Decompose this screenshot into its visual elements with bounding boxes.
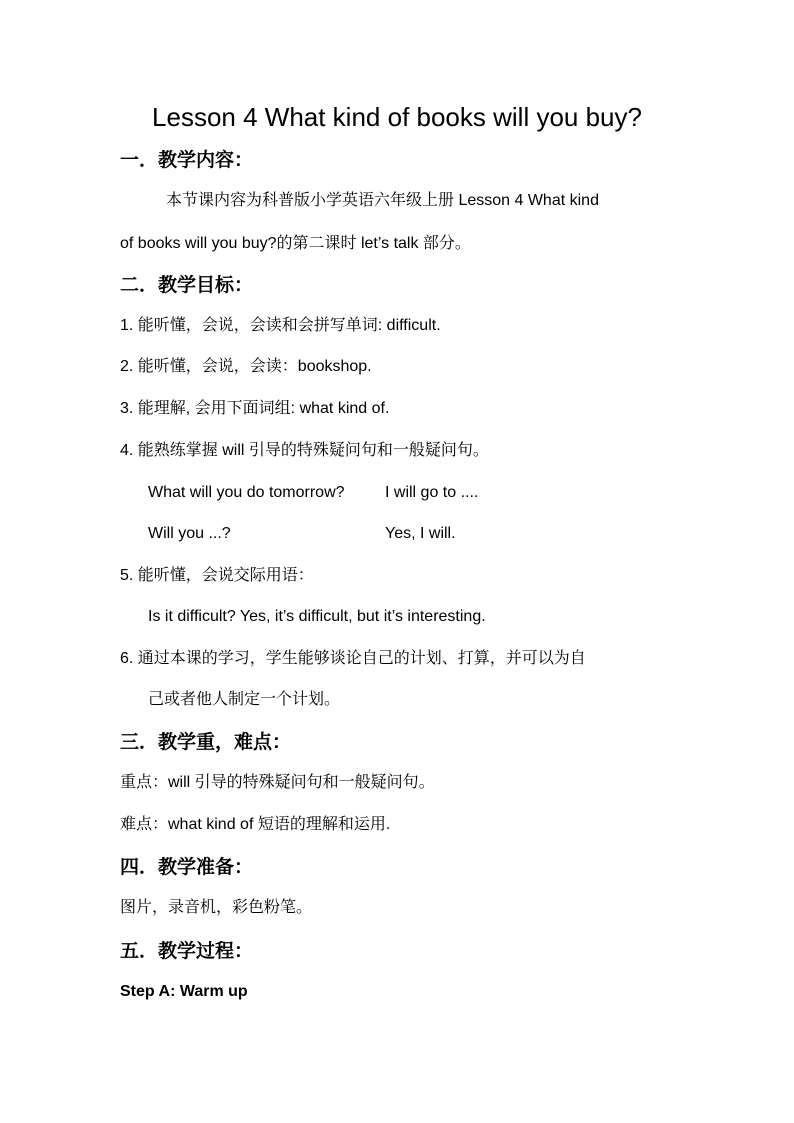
goal-5-example: Is it difficult? Yes, it’s difficult, but it’s interesting. — [148, 608, 486, 625]
goal-item-5: 5. 能听懂，会说交际用语： — [120, 567, 314, 584]
goal-item-4: 4. 能熟练掌握 will 引导的特殊疑问句和一般疑问句。 — [120, 442, 489, 459]
step-a-label: Step A: Warm up — [120, 983, 248, 1000]
content-line-1: 本节课内容为科普版小学英语六年级上册 Lesson 4 What kind — [166, 192, 599, 209]
goal-4-example-question-2: Will you ...? — [148, 525, 231, 542]
section-heading-content: 一．教学内容： — [120, 149, 254, 171]
goal-4-example-question-1: What will you do tomorrow? — [148, 484, 345, 501]
section-heading-process: 五．教学过程： — [120, 940, 254, 962]
goal-item-6-line-2: 己或者他人制定一个计划。 — [148, 691, 341, 708]
goal-item-1: 1. 能听懂，会说，会读和会拼写单词: difficult. — [120, 317, 441, 334]
goal-item-2: 2. 能听懂，会说，会读：bookshop. — [120, 358, 372, 375]
key-point: 重点：will 引导的特殊疑问句和一般疑问句。 — [120, 774, 435, 791]
goal-4-example-answer-2: Yes, I will. — [385, 525, 456, 542]
section-heading-key-points: 三．教学重，难点： — [120, 731, 292, 753]
content-line-2: of books will you buy?的第二课时 let’s talk 部分。 — [120, 235, 471, 252]
difficult-point: 难点：what kind of 短语的理解和运用. — [120, 816, 391, 833]
goal-4-example-answer-1: I will go to .... — [385, 484, 479, 501]
section-heading-goals: 二．教学目标： — [120, 274, 254, 296]
preparation-items: 图片，录音机，彩色粉笔。 — [120, 899, 313, 916]
section-heading-preparation: 四．教学准备： — [120, 856, 254, 878]
goal-item-6-line-1: 6. 通过本课的学习，学生能够谈论自己的计划、打算，并可以为自 — [120, 650, 586, 667]
document-title: Lesson 4 What kind of books will you buy? — [152, 102, 642, 132]
goal-item-3: 3. 能理解, 会用下面词组: what kind of. — [120, 400, 390, 417]
